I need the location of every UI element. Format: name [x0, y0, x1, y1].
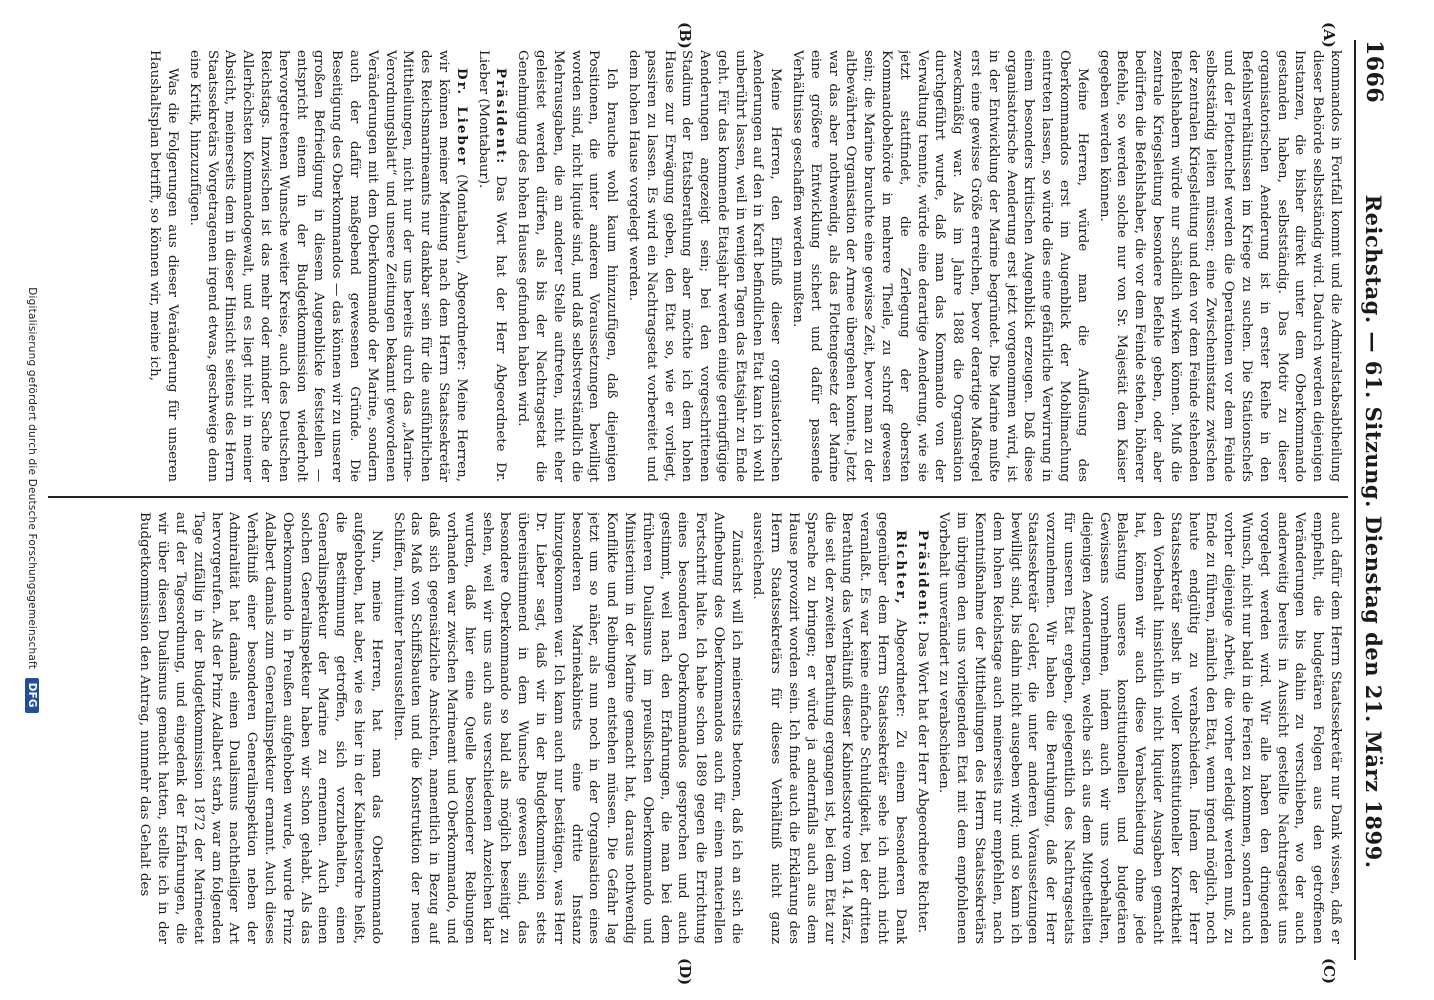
dfg-logo: DFG: [25, 678, 39, 713]
paragraph: Meine Herren, würde man die Auflösung des Oberkommandos erst im Augenblick der Mobilmachung eintreten lassen, so würde dies eine gefährliche Verwirrung in einem besonders kritischen Augenblick erzeugen. Daß diese organisatorische Aenderung erst jetzt vorgenommen wird, ist in der Entwicklung der Marine begründet. Die Marine mußte erst eine gewisse Größe erreichen, bevor derartige Maßregel zweckmäßig war. Als im Jahre 1888 die Organisation durchgeführt wurde, daß man das Kommando von der Verwaltung trennte, würde eine derartige Aenderung, wie sie jetzt stattfindet, die Zerlegung der obersten Kommandobehörde in mehrere Theile, zu schroff gewesen sein; die Marine brauchte eine gewisse Zeit, bevor man zu der altbewährten Organisation der Armee übergehen konnte. Jetzt war das aber nothwendig, als das Flottengesetz der Marine eine größere Entwicklung sichert und dafür passende Verhältnisse geschaffen werden mußten.: [790, 50, 1090, 482]
margin-marker-d: (D): [676, 958, 694, 986]
paragraph: Meine Herren, den Einfluß dieser organisatorischen Aenderungen auf den in Kraft befindlichen Etat kann ich wohl unberührt lassen, weil in wenigen Tagen das Etatsjahr zu Ende geht. Für das kommende Etatsjahr werden einige geringfügige Aenderungen angezeigt sein; bei den vorgeschrittenen Stadium der Etatsberathung aber möchte ich dem hohen Hause zur Erwägung geben, den Etat so, wie er vorliegt, passiren zu lassen. Es wird ein Nachtragsetat vorbereitet und dem hohen Hause vorgelegt werden.: [625, 50, 784, 482]
speech-paragraph: [913, 512, 931, 944]
margin-marker-a: (A): [1320, 22, 1338, 48]
paragraph: Was die Folgerungen aus dieser Veränderung für unseren Haushaltsplan betrifft, so können wir, meine ich,: [147, 50, 180, 482]
speech-paragraph: [749, 512, 909, 944]
speaker-name: Dr. Lieber: [453, 68, 470, 167]
paragraph: kommandos in Fortfall kommt und die Admiralstabsabtheilung dieser Behörde selbstständig wird. Dadurch werden diejenigen Instanzen, die bisher direkt unter dem Oberkommando gestanden haben, selbstständig. Das Motiv zu dieser organisatorischen Aenderung ist in erster Reihe in den Befehlsverhältnissen im Kriege zu suchen. Die Stationschefs und der Flottenchef werden die Operationen vor dem Feinde selbstständig leiten müssen; eine Zwischeninstanz zwischen der zentralen Kriegsleitung und den vor dem Feinde stehenden Befehlshabern würde nur schädlich wirken können. Muß die zentrale Kriegsleitung besondere Befehle geben, oder aber bedürfen die Befehlshaber, die vor dem Feinde stehen, höherer Befehle, so werden solche nur von Sr. Majestät dem Kaiser gegeben werden können.: [1096, 50, 1343, 482]
speech-paragraph: [185, 50, 470, 482]
speech-text: Das Wort hat der Herr Abgeordnete Richter.: [914, 631, 930, 934]
left-column: [59, 50, 1344, 482]
footer-text: Digitalisierung gefördert durch die Deutsche Forschungsgemeinschaft: [26, 287, 38, 670]
margin-marker-b: (B): [676, 22, 694, 49]
paragraph: Ich brauche wohl kaum hinzuzufügen, daß diejenigen Positionen, die unter anderen Voraussetzungen bewilligt worden sind, nicht liquide sind, und daß selbstverständlich die Mehrausgaben, die an anderer Stelle auftreten, nicht eher geleistet werden dürfen, als bis der Nachtragsetat die Genehmigung des hohen Hauses gefunden haben wird.: [515, 50, 620, 482]
speech-text: Abgeordneter: Zu einem besonderen Dank gegenüber dem Herrn Staatssekretär sehe ich mich nicht veranlaßt. Es war keine einfache Schuldigkeit, bei der dritten Berathung das Verhältniß dieser Kabinetsordre vom 14. März, die seit der zweiten Berathung ergangen ist, bei dem Etat zur Sprache zu bringen; er würde ja andernfalls auch aus dem Hause provozirt worden sein. Ich finde auch die Erklärung des Herrn Staatssekretärs für dieses Verhältniß nicht ganz ausreichend.: [750, 512, 908, 944]
page-title: Reichstag. — 61. Sitzung. Dienstag den 21. März 1899.: [1361, 194, 1387, 869]
speaker-name: Präsident:: [493, 68, 510, 166]
paragraph: Zunächst will ich meinerseits betonen, daß ich an sich die Aufhebung des Oberkommandos auch für einen materiellen Fortschritt halte. Ich habe schon 1889 gegen die Errichtung eines besonderen Oberkommandos gesprochen und auch gestimmt, weil nach den Erfahrungen, die man bei dem früheren Dualismus im preußischen Oberkommando und Ministerium in der Marine gemacht hat, daraus nothwendig Konflikte und Reibungen entstehen müssen. Die Gefahr lag jetzt um so näher, als nun noch in der Organisation eines besonderen Marinekabinets eine dritte Instanz hinzugekommen war. Ich kann auch nur bestätigen, was Herr Dr. Lieber sagt, daß wir in der Budgetkommission stets übereinstimmend in dem Wunsche gewesen sind, das besondere Oberkommando so bald als möglich beseitigt zu sehen, weil wir uns auch aus verschiedenen Anzeichen klar wurden, daß hier eine Quelle besonderer Reibungen vorhanden war zwischen Marineamt und Oberkommando, und daß sich gegensätzliche Ansichten, namentlich in Bezug auf das Maß von Schiffsbauten und die Konstruktion der neuen Schiffen, mitunter herausstellten.: [390, 512, 744, 944]
running-header: [1354, 40, 1392, 960]
footer-credit: [25, 0, 39, 1000]
speech-paragraph: [474, 50, 510, 482]
right-column: [59, 512, 1344, 944]
speaker-name: Präsident:: [914, 530, 931, 628]
speech-text: Das Wort hat der Herr Abgeordnete Dr. Lieber (Montabaur).: [475, 50, 509, 482]
paragraph: auch dafür dem Herrn Staatssekretär nur Dank wissen, daß er empfiehlt, die budgetären Folgen aus den getroffenen Veränderungen bis dahin zu verschieben, wo der auch anderweitig bereits in Aussicht gestellte Nachtragsetat uns vorgelegt werden wird. Wir alle haben den dringenden Wunsch, nicht nur bald in die Ferien zu kommen, sondern auch vorher diejenige Arbeit, die vorher erledigt werden muß, zu Ende zu führen, nämlich den Etat, wenn irgend möglich, noch heute endgültig zu verabschieden. Indem der Herr Staatssekretär selbst in voller konstitutioneller Korrektheit den Vorbehalt hinsichtlich nicht liquider Ausgaben gemacht hat, können wir auch diese Verabschiedung ohne jede Belastung unseres konstitutionellen und budgetären Gewissens vornehmen, indem auch wir uns vorbehalten, diejenigen Aenderungen, welche sich aus dem Mitgetheilten für unseren Etat ergeben, gelegentlich des Nachtragsetats vorzunehmen. Wir haben die Beruhigung, daß der Herr Staatssekretär Gelder, die unter anderen Voraussetzungen bewilligt sind, bis dahin nicht ausgeben wird; und so kann ich dem hohen Reichstage auch meinerseits nur empfehlen, nach Kenntnißnahme der Mittheilungen des Herrn Staatssekretärs im übrigen den uns vorliegenden Etat mit dem empfohlenen Vorbehalt unverändert zu verabschieden.: [936, 512, 1343, 944]
speech-text: (Montabaur), Abgeordneter: Meine Herren, wir können meiner Meinung nach dem Herrn Staatssekretär des Reichsmarineamts nur dankbar sein für die ausführlichen Mittheilungen, nicht nur der uns bereits durch das „Marine-Verordnungsblatt“ und unsere Zeitungen bekannt gewordenen Veränderungen mit dem Oberkommando der Marine, sondern auch der dafür maßgebend gewesenen Gründe. Die Beseitigung des Oberkommandos — das können wir zu unserer großen Befriedigung in diesem Augenblicke feststellen — entspricht einem in der Budgetkommission wiederholt hervorgetretenen Wunsche weiter Kreise, auch des Deutschen Reichstags. Inzwischen ist das mehr oder minder Sache der Allerhöchsten Kommandogewalt, und es liegt nicht in meiner Absicht, meinerseits dem in dieser Hinsicht seitens des Herrn Staatssekretärs Vorgetragenen irgend etwas, geschweige denn eine Kritik, hinzuzufügen.: [186, 50, 469, 482]
speaker-name: Richter,: [892, 530, 909, 606]
margin-marker-c: (C): [1320, 958, 1338, 985]
column-divider: [48, 496, 1348, 498]
paragraph: Nun, meine Herren, hat man das Oberkommando aufgehoben, hat aber, wie es hier in der Kabinetsordre heißt, die Bestimmung getroffen, sich vorzubehalten, einen Generalinspekteur der Marine zu ernennen. Auch einen solchen Generalinspekteur haben wir schon gehabt. Als das Oberkommando in Preußen aufgehoben wurde, wurde Prinz Adalbert damals zum Generalinspekteur ernannt. Auch dieses Verhältniß einer besonderen Generalinspektion neben der Admiralität hat damals einen Dualismus nachtheiliger Art hervorgerufen. Als der Prinz Adalbert starb, war am folgenden Tage zufällig in der Budgetkommission 1872 der Marineetat auf der Tagesordnung, und eingedenk der Erfahrungen, die wir über diesen Dualismus gemacht hatten, stellte ich in der Budgetkommission den Antrag, nunmehr das Gehalt des: [137, 512, 384, 944]
page-number: 1666: [1361, 40, 1387, 104]
